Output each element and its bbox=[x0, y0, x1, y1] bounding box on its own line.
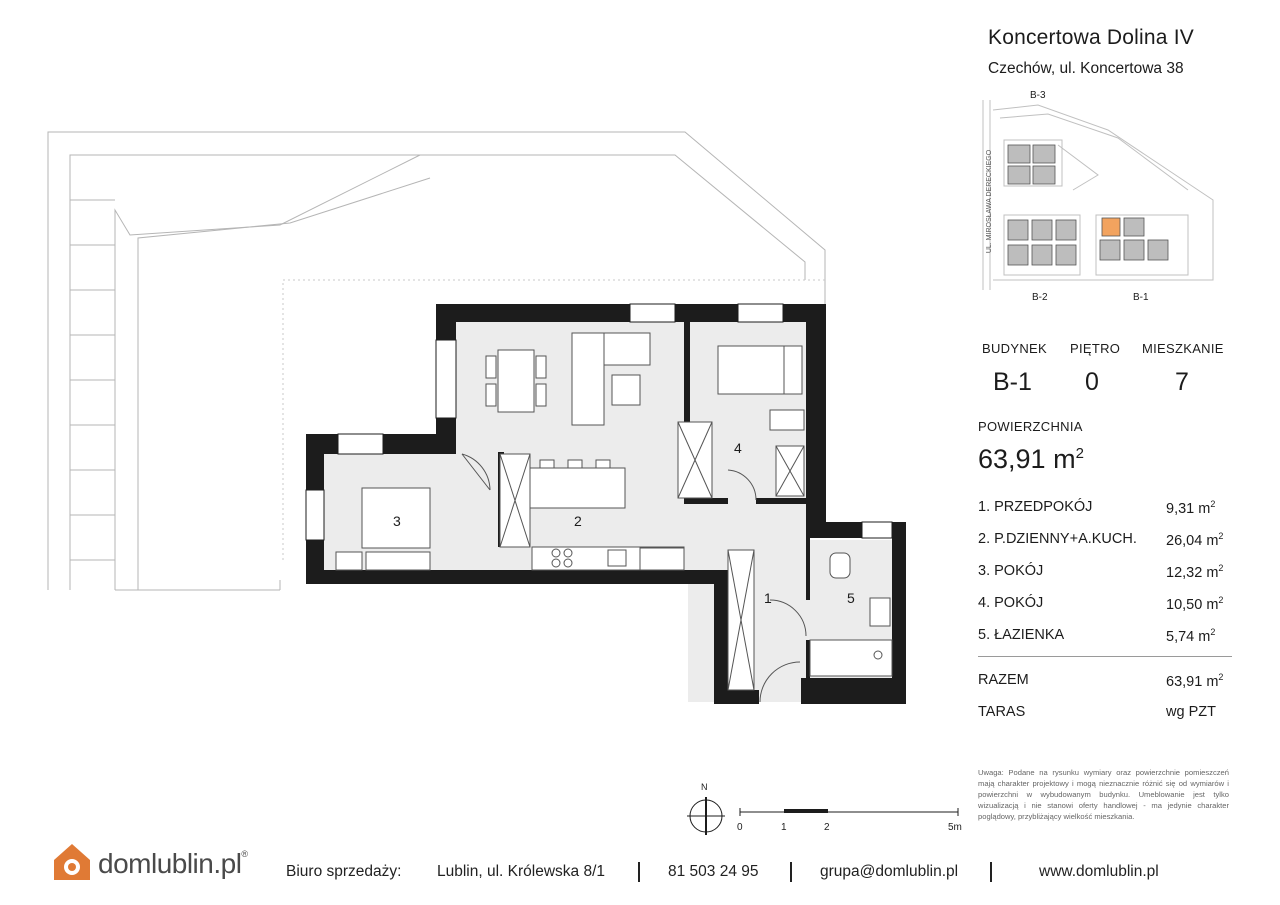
room-area: 26,04 $m^2$ bbox=[1166, 531, 1224, 549]
site-label-b2: B-2 bbox=[1032, 292, 1048, 303]
phone-link[interactable]: 81 503 24 95 bbox=[668, 863, 759, 880]
terrace-label: TARAS bbox=[978, 704, 1026, 720]
room-area: 10,50 $m^2$ bbox=[1166, 595, 1224, 613]
site-label-b3: B-3 bbox=[1030, 90, 1046, 101]
room-row bbox=[978, 493, 1240, 525]
site-label-b1: B-1 bbox=[1133, 292, 1149, 303]
room-row bbox=[978, 621, 1240, 653]
scale-label-0: 0 bbox=[737, 822, 743, 833]
scale-label-1: 1 bbox=[781, 822, 787, 833]
floor-value: 0 bbox=[1085, 368, 1099, 396]
room-name: 2. P.DZIENNY+A.KUCH. bbox=[978, 531, 1137, 547]
unit-label: MIESZKANIE bbox=[1142, 341, 1224, 356]
room-number-4: 4 bbox=[734, 440, 742, 456]
footer-divider bbox=[990, 862, 992, 882]
disclaimer-note: Uwaga: Podane na rysunku wymiary oraz powierzchnie pomieszczeń mają charakter projektowy i mogą nieznacznie różnić się od wymiarów i powierzchni w wybudowanym budynku. Umeblowanie jest tylko wizualizacją i nie stanowi oferty handlowej - ma jedynie charakter poglądowy, przybliżający wielkość mieszkania. bbox=[978, 768, 1229, 821]
room-number-1: 1 bbox=[764, 590, 772, 606]
website-link[interactable]: www.domlublin.pl bbox=[1039, 863, 1159, 880]
scale-label-5m: 5m bbox=[948, 822, 962, 833]
building-value: B-1 bbox=[993, 368, 1032, 396]
room-area: 12,32 $m^2$ bbox=[1166, 563, 1224, 581]
room-name: 4. POKÓJ bbox=[978, 595, 1044, 611]
footer-divider bbox=[638, 862, 640, 882]
scale-label-2: 2 bbox=[824, 822, 830, 833]
area-total: 63,91 $m^2$ bbox=[978, 444, 1084, 474]
footer-divider bbox=[790, 862, 792, 882]
room-number-5: 5 bbox=[847, 590, 855, 606]
room-row bbox=[978, 525, 1240, 557]
floor-label: PIĘTRO bbox=[1070, 341, 1121, 356]
total-value: 63,91 $m^2$ bbox=[1166, 672, 1224, 690]
total-label: RAZEM bbox=[978, 672, 1029, 688]
unit-value: 7 bbox=[1175, 368, 1189, 396]
compass bbox=[687, 797, 725, 835]
logo-house-icon bbox=[50, 840, 94, 882]
room-row bbox=[978, 589, 1240, 621]
project-title: Koncertowa Dolina IV bbox=[988, 26, 1194, 49]
totals-divider bbox=[978, 656, 1232, 657]
area-label: POWIERZCHNIA bbox=[978, 419, 1083, 434]
room-area: 9,31 $m^2$ bbox=[1166, 499, 1216, 517]
room-number-2: 2 bbox=[574, 513, 582, 529]
room-area: 5,74 $m^2$ bbox=[1166, 627, 1216, 645]
office-label: Biuro sprzedaży: bbox=[286, 863, 402, 880]
rooms-list bbox=[978, 493, 1240, 653]
logo-wordmark[interactable]: domlublin.pl® bbox=[98, 848, 248, 879]
office-address: Lublin, ul. Królewska 8/1 bbox=[437, 863, 606, 880]
building-label: BUDYNEK bbox=[982, 341, 1047, 356]
room-row bbox=[978, 557, 1240, 589]
total-row bbox=[978, 672, 1240, 692]
terrace-value: wg PZT bbox=[1166, 704, 1216, 720]
compass-north-label: N bbox=[701, 782, 708, 792]
highlighted-unit bbox=[1102, 218, 1120, 236]
scale-bar bbox=[740, 808, 958, 816]
email-link[interactable]: grupa@domlublin.pl bbox=[820, 863, 959, 880]
room-name: 1. PRZEDPOKÓJ bbox=[978, 499, 1093, 515]
site-map bbox=[978, 90, 1218, 305]
project-address: Czechów, ul. Koncertowa 38 bbox=[988, 60, 1184, 77]
room-number-3: 3 bbox=[393, 513, 401, 529]
room-name: 5. ŁAZIENKA bbox=[978, 627, 1065, 643]
terrace-row bbox=[978, 704, 1240, 724]
site-street-label: UL. MIROSŁAWA DERECKIEGO bbox=[986, 149, 994, 254]
room-name: 3. POKÓJ bbox=[978, 563, 1044, 579]
